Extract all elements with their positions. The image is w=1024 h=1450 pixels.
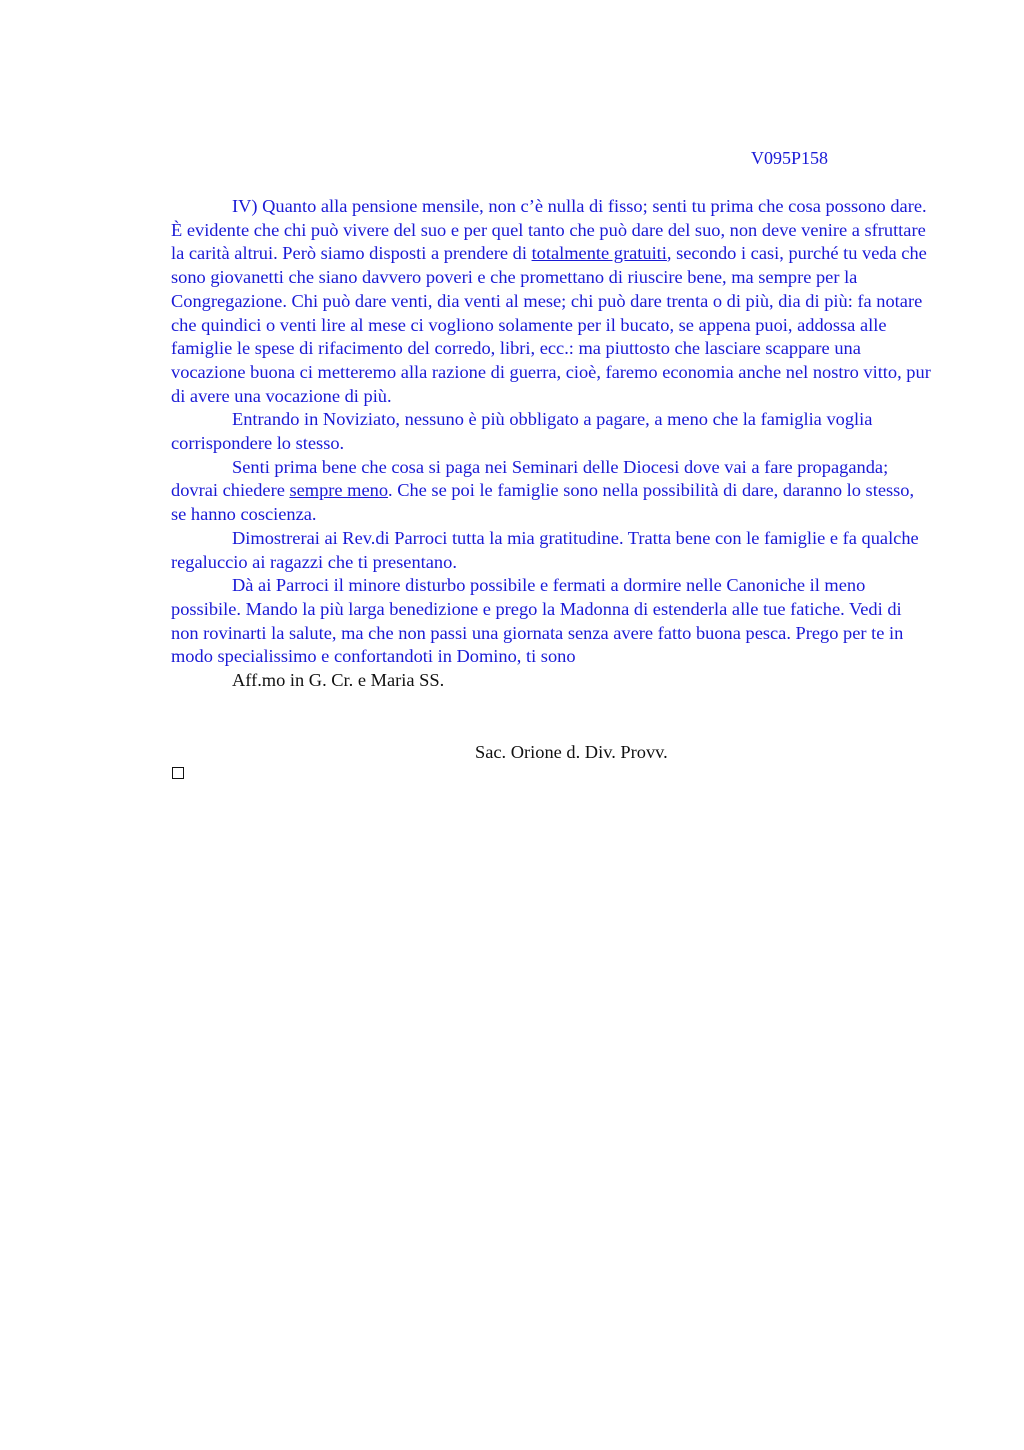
signature: Sac. Orione d. Div. Provv. (475, 742, 668, 762)
blessing-text: Dà ai Parroci il minore disturbo possibile e fermati a dormire nelle Canoniche il meno possibile. Mando la più larga benedizione e prego la Madonna di estenderla alle tue fatiche. Vedi di non rovinarti la salute, ma che non passi una giornata senza avere fatto buona pesca. Prego per te in modo specialissimo e confortandoti in Domino, ti sono (171, 575, 904, 667)
underlined-totalmente-gratuiti: totalmente gratuiti (531, 243, 667, 264)
seminari-text-end: . Che se poi le famiglie sono nella possibilità di dare, daranno lo stesso, se hanno coscienza. (171, 480, 915, 525)
noviziato-text: Entrando in Noviziato, nessuno è più obbligato a pagare, a meno che la famiglia voglia corrispondere lo stesso. (171, 409, 873, 454)
paragraph-noviziato (171, 408, 931, 455)
page-id: V095P158 (751, 148, 829, 168)
paragraph-pension (171, 195, 931, 408)
pension-text-start: IV) Quanto alla pensione mensile, non c’è nulla di fisso; senti tu prima che cosa possono dare. È evidente che chi può vivere del suo e per quel tanto che può dare del suo, non deve venire a sfruttare la carità altrui. Però siamo disposti a prendere di (171, 196, 927, 264)
paragraph-seminari (171, 456, 931, 527)
paragraph-parroci-gratitude (171, 527, 931, 574)
underlined-sempre-meno: sempre meno (289, 480, 389, 501)
seminari-text-start: Senti prima bene che cosa si paga nei Seminari delle Diocesi dove vai a fare propaganda; dovrai chiedere (171, 456, 889, 501)
letter-body (171, 195, 931, 693)
closing-line: Aff.mo in G. Cr. e Maria SS. (232, 670, 445, 691)
paragraph-blessing (171, 574, 931, 669)
pension-text-end: , secondo i casi, purché tu veda che sono giovanetti che siano davvero poveri e che promettano di riuscire bene, ma sempre per la Congregazione. Chi può dare venti, dia venti al mese; chi può dare trenta o di più, dia di più: fa notare che quindici o venti lire al mese ci vogliono solamente per il bucato, se appena puoi, addossa alle famiglie le spese di rifacimento del corredo, libri, ecc.: ma piuttosto che lasciare scappare una vocazione buona ci metteremo alla razione di guerra, cioè, faremo economia anche nel nostro vitto, pur di avere una vocazione di più. (171, 243, 931, 406)
end-square-icon (172, 767, 184, 779)
gratitude-text: Dimostrerai ai Rev.di Parroci tutta la mia gratitudine. Tratta bene con le famiglie e fa qualche regaluccio ai ragazzi che ti presentano. (171, 527, 919, 572)
